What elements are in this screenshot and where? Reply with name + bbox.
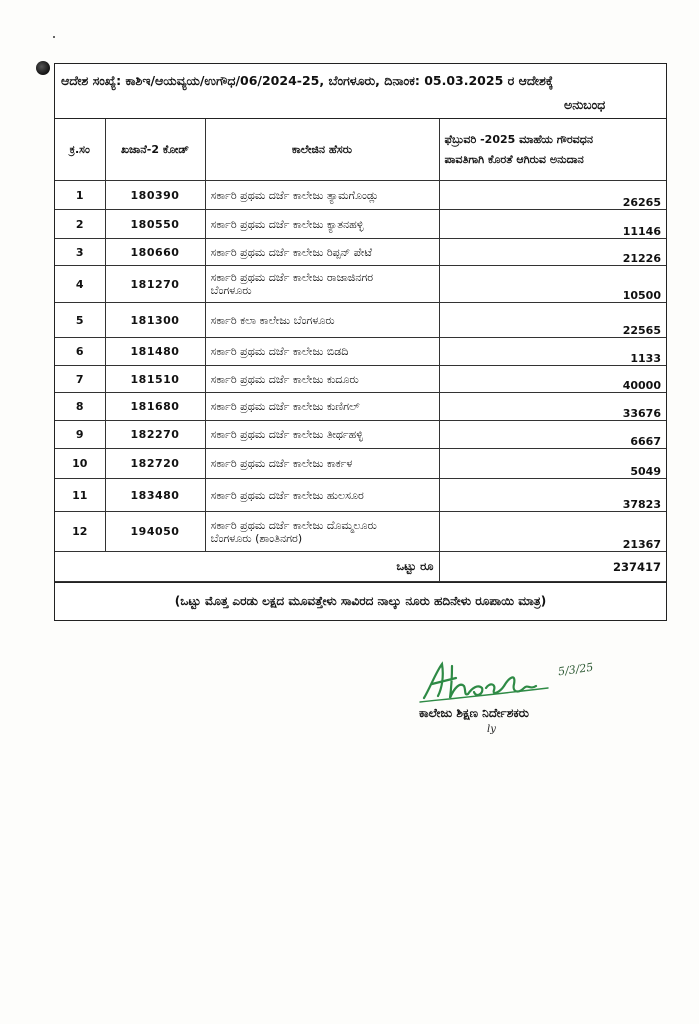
cell-college-name bbox=[205, 393, 439, 421]
college-name-line1: ಸರ್ಕಾರಿ ಕಲಾ ಕಾಲೇಜು ಬೆಂಗಳೂರು bbox=[210, 313, 335, 327]
signature-date: 5/3/25 bbox=[557, 660, 595, 679]
college-name-line2: ಬೆಂಗಳೂರು (ಶಾಂತಿನಗರ) bbox=[210, 531, 303, 545]
cell-college-name bbox=[205, 479, 439, 512]
college-name-line1: ಸರ್ಕಾರಿ ಪ್ರಥಮ ದರ್ಜೆ ಕಾಲೇಜು ರಿಪ್ಪನ್ ಪೇಟೆ bbox=[210, 245, 373, 259]
col-header-code: ಖಜಾನೆ-2 ಕೋಡ್ bbox=[105, 119, 205, 181]
order-header bbox=[55, 64, 666, 119]
table-row bbox=[55, 303, 666, 338]
grant-table bbox=[55, 119, 666, 582]
col-header-amount bbox=[439, 119, 666, 181]
college-name-line1: ಸರ್ಕಾರಿ ಪ್ರಥಮ ದರ್ಜೆ ಕಾಲೇಜು ತ್ಯಾಮಗೊಂಡ್ಲು bbox=[210, 188, 379, 202]
cell-code: 194050 bbox=[105, 512, 205, 552]
cell-code: 182720 bbox=[105, 449, 205, 479]
table-row bbox=[55, 338, 666, 366]
cell-code: 181480 bbox=[105, 338, 205, 366]
cell-amount: 11146 bbox=[439, 210, 666, 239]
table-row bbox=[55, 366, 666, 393]
college-name-line1: ಸರ್ಕಾರಿ ಪ್ರಥಮ ದರ್ಜೆ ಕಾಲೇಜು ತೀರ್ಥಹಳ್ಳಿ bbox=[210, 428, 363, 441]
college-name-line1: ಸರ್ಕಾರಿ ಪ್ರಥಮ ದರ್ಜೆ ಕಾಲೇಜು ದೊಮ್ಮಲೂರು bbox=[210, 518, 377, 532]
col-header-sl: ಕ್ರ.ಸಂ bbox=[55, 119, 105, 181]
cell-college-name bbox=[205, 181, 439, 210]
cell-amount: 37823 bbox=[439, 479, 666, 512]
cell-sl: 1 bbox=[55, 181, 105, 210]
cell-amount: 5049 bbox=[439, 449, 666, 479]
cell-college-name bbox=[205, 239, 439, 266]
cell-amount: 26265 bbox=[439, 181, 666, 210]
col-header-amount-line1: ಫೆಬ್ರುವರಿ -2025 ಮಾಹೆಯ ಗೌರವಧನ bbox=[444, 132, 593, 146]
total-label: ಒಟ್ಟು ರೂ bbox=[55, 552, 439, 582]
cell-sl: 8 bbox=[55, 393, 105, 421]
cell-code: 180550 bbox=[105, 210, 205, 239]
table-row bbox=[55, 239, 666, 266]
punch-hole-mark bbox=[36, 61, 50, 75]
cell-code: 183480 bbox=[105, 479, 205, 512]
cell-college-name bbox=[205, 449, 439, 479]
cell-sl: 12 bbox=[55, 512, 105, 552]
total-amount: 237417 bbox=[439, 552, 666, 582]
table-row bbox=[55, 421, 666, 449]
table-row bbox=[55, 393, 666, 421]
college-name-line1: ಸರ್ಕಾರಿ ಪ್ರಥಮ ದರ್ಜೆ ಕಾಲೇಜು ಕ್ಯಾತನಹಳ್ಳಿ bbox=[210, 217, 364, 231]
table-row bbox=[55, 210, 666, 239]
signature bbox=[418, 658, 618, 713]
col-header-amount-line2: ಪಾವತಿಗಾಗಿ ಕೊರತೆ ಆಗಿರುವ ಅನುದಾನ bbox=[444, 152, 584, 166]
cell-amount: 6667 bbox=[439, 421, 666, 449]
cell-amount: 21367 bbox=[439, 512, 666, 552]
cell-amount: 10500 bbox=[439, 266, 666, 303]
cell-sl: 9 bbox=[55, 421, 105, 449]
cell-college-name bbox=[205, 366, 439, 393]
table-row bbox=[55, 479, 666, 512]
cell-amount: 22565 bbox=[439, 303, 666, 338]
signatory-initials: ly bbox=[487, 724, 496, 735]
cell-college-name bbox=[205, 338, 439, 366]
annexure-label: ಅನುಬಂಧ bbox=[564, 97, 606, 112]
table-row bbox=[55, 449, 666, 479]
table-header-row bbox=[55, 119, 666, 181]
paper-speck bbox=[53, 36, 55, 38]
col-header-college: ಕಾಲೇಜಿನ ಹೆಸರು bbox=[205, 119, 439, 181]
annexure-document bbox=[54, 63, 667, 621]
college-name-line1: ಸರ್ಕಾರಿ ಪ್ರಥಮ ದರ್ಜೆ ಕಾಲೇಜು ಕುದೂರು bbox=[210, 372, 359, 386]
cell-amount: 21226 bbox=[439, 239, 666, 266]
cell-code: 181270 bbox=[105, 266, 205, 303]
cell-college-name bbox=[205, 210, 439, 239]
signature-scribble bbox=[418, 658, 558, 708]
cell-sl: 2 bbox=[55, 210, 105, 239]
total-row bbox=[55, 552, 666, 582]
college-name-line1: ಸರ್ಕಾರಿ ಪ್ರಥಮ ದರ್ಜೆ ಕಾಲೇಜು ಹುಲಸೂರ bbox=[210, 488, 364, 502]
cell-sl: 3 bbox=[55, 239, 105, 266]
cell-code: 180660 bbox=[105, 239, 205, 266]
cell-college-name bbox=[205, 421, 439, 449]
cell-college-name bbox=[205, 303, 439, 338]
cell-sl: 6 bbox=[55, 338, 105, 366]
college-name-line2: ಬೆಂಗಳೂರು bbox=[210, 284, 252, 297]
amount-in-words: (ಒಟ್ಟು ಮೊತ್ತ ಎರಡು ಲಕ್ಷದ ಮೂವತ್ತೇಳು ಸಾವಿರದ ನಾಲ್ಕು ನೂರು ಹದಿನೇಳು ರೂಪಾಯಿ ಮಾತ್ರ) bbox=[55, 582, 666, 620]
cell-code: 182270 bbox=[105, 421, 205, 449]
cell-amount: 33676 bbox=[439, 393, 666, 421]
college-name-line1: ಸರ್ಕಾರಿ ಪ್ರಥಮ ದರ್ಜೆ ಕಾಲೇಜು ಕುಣಿಗಲ್ bbox=[210, 400, 360, 413]
cell-code: 180390 bbox=[105, 181, 205, 210]
college-name-line1: ಸರ್ಕಾರಿ ಪ್ರಥಮ ದರ್ಜೆ ಕಾಲೇಜು ಬಿಡದಿ bbox=[210, 345, 349, 358]
cell-sl: 7 bbox=[55, 366, 105, 393]
cell-sl: 10 bbox=[55, 449, 105, 479]
table-row bbox=[55, 512, 666, 552]
cell-amount: 40000 bbox=[439, 366, 666, 393]
cell-code: 181510 bbox=[105, 366, 205, 393]
cell-sl: 11 bbox=[55, 479, 105, 512]
college-name-line1: ಸರ್ಕಾರಿ ಪ್ರಥಮ ದರ್ಜೆ ಕಾಲೇಜು ರಾಜಾಜಿನಗರ bbox=[210, 271, 374, 284]
signatory-designation: ಕಾಲೇಜು ಶಿಕ್ಷಣ ನಿರ್ದೇಶಕರು bbox=[419, 706, 529, 720]
cell-code: 181300 bbox=[105, 303, 205, 338]
table-row bbox=[55, 266, 666, 303]
cell-college-name bbox=[205, 266, 439, 303]
cell-code: 181680 bbox=[105, 393, 205, 421]
cell-sl: 5 bbox=[55, 303, 105, 338]
college-name-line1: ಸರ್ಕಾರಿ ಪ್ರಥಮ ದರ್ಜೆ ಕಾಲೇಜು ಕಾರ್ಕಳ bbox=[210, 457, 353, 470]
cell-amount: 1133 bbox=[439, 338, 666, 366]
cell-sl: 4 bbox=[55, 266, 105, 303]
cell-college-name bbox=[205, 512, 439, 552]
table-row bbox=[55, 181, 666, 210]
order-reference: ಆದೇಶ ಸಂಖ್ಯೆ: ಕಾಶಿಇ/ಆಯವ್ಯಯ/ಉಗೌಧ/06/2024-25, ಬೆಂಗಳೂರು, ದಿನಾಂಕ: 05.03.2025 ರ ಆದೇಶಕ್ಕೆ bbox=[61, 73, 554, 88]
